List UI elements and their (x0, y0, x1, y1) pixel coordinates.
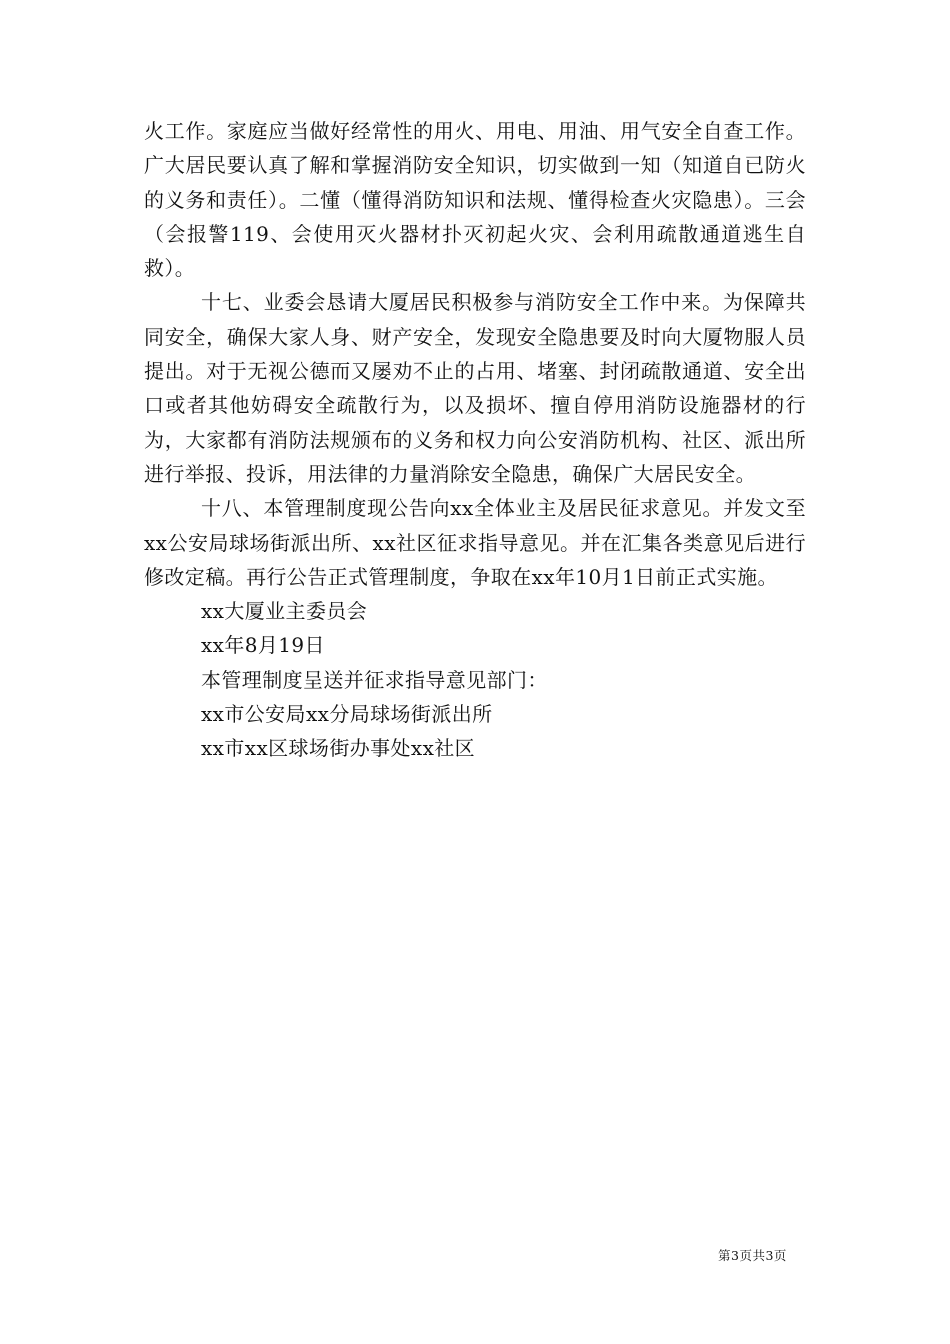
document-body (144, 114, 806, 766)
paragraph-fire-safety-continued: 火工作。家庭应当做好经常性的用火、用电、用油、用气安全自查工作。广大居民要认真了解和掌握消防安全知识，切实做到一知（知道自已防火的义务和责任）。二懂（懂得消防知识和法规、懂得检查火灾隐患）。三会（会报警119、会使用灭火器材扑灭初起火灾、会利用疏散通道逃生自救）。 (144, 119, 806, 281)
paragraph-article-18: 十八、本管理制度现公告向xx全体业主及居民征求意见。并发文至xx公安局球场街派出所、xx社区征求指导意见。并在汇集各类意见后进行修改定稿。再行公告正式管理制度，争取在xx年10月1日前正式实施。 (144, 496, 806, 589)
signature-issuer: xx大厦业主委员会 (201, 599, 368, 624)
signature-date: xx年8月19日 (201, 633, 325, 658)
recipient-community-office: xx市xx区球场街办事处xx社区 (201, 736, 476, 761)
recipients-heading: 本管理制度呈送并征求指导意见部门： (201, 667, 548, 692)
paragraph-article-17: 十七、业委会恳请大厦居民积极参与消防安全工作中来。为保障共同安全，确保大家人身、财产安全，发现安全隐患要及时向大厦物服人员提出。对于无视公德而又屡劝不止的占用、堵塞、封闭疏散通道、安全出口或者其他妨碍安全疏散行为，以及损坏、擅自停用消防设施器材的行为，大家都有消防法规颁布的义务和权力向公安消防机构、社区、派出所进行举报、投诉，用法律的力量消除安全隐患，确保广大居民安全。 (144, 290, 806, 486)
page-number-footer: 第3页共3页 (718, 1248, 787, 1263)
recipient-police-station: xx市公安局xx分局球场街派出所 (201, 702, 493, 727)
